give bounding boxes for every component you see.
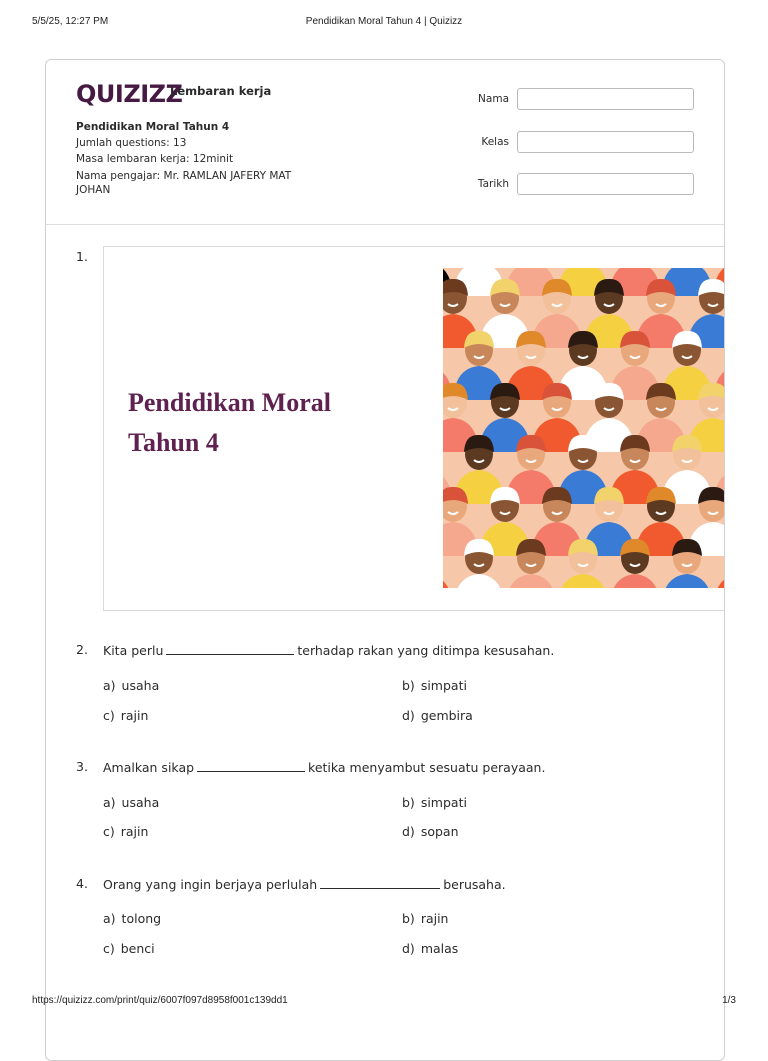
quiz-meta [76, 119, 306, 197]
worksheet-header [46, 60, 724, 225]
banner-title [128, 383, 331, 463]
question-4-number: 4. [76, 876, 88, 891]
class-field[interactable] [517, 131, 694, 153]
question-4-text-after: berusaha. [443, 877, 506, 892]
quiz-title: Pendidikan Moral Tahun 4 [76, 121, 230, 133]
question-2-text [103, 642, 554, 658]
q3-option-c[interactable]: c) rajin [103, 824, 149, 839]
q3-option-d[interactable]: d) sopan [402, 824, 459, 839]
answer-blank [166, 642, 294, 655]
name-label: Nama [478, 93, 509, 105]
print-tab-title: Pendidikan Moral Tahun 4 | Quizizz [305, 16, 463, 27]
print-footer [0, 995, 768, 1009]
banner-title-line-1: Pendidikan Moral [128, 388, 331, 417]
worksheet-duration: Masa lembaran kerja: 12minit [76, 153, 234, 165]
crowd-of-people-illustration [443, 268, 725, 588]
q3-option-b[interactable]: b) simpati [402, 795, 467, 810]
question-3-text-after: ketika menyambut sesuatu perayaan. [308, 760, 546, 775]
answer-blank [197, 759, 305, 772]
q4-option-c[interactable]: c) benci [103, 941, 155, 956]
print-header [0, 16, 768, 30]
answer-blank [320, 876, 440, 889]
q2-option-c[interactable]: c) rajin [103, 708, 149, 723]
print-page-number: 1/3 [722, 995, 736, 1006]
question-4-text-before: Orang yang ingin berjaya perlulah [103, 877, 318, 892]
question-2-text-before: Kita perlu [103, 643, 164, 658]
q4-option-b[interactable]: b) rajin [402, 911, 449, 926]
q4-option-d[interactable]: d) malas [402, 941, 459, 956]
question-count: Jumlah questions: 13 [76, 137, 187, 149]
teacher-name: Nama pengajar: Mr. RAMLAN JAFERY MAT JOHAN [76, 170, 292, 196]
question-3-text [103, 759, 545, 775]
q2-option-a[interactable]: a) usaha [103, 678, 160, 693]
q2-option-b[interactable]: b) simpati [402, 678, 467, 693]
question-1-number: 1. [76, 249, 88, 264]
quizizz-logo: QUIZIZZ [76, 80, 183, 108]
sheet-type-label: Lembaran kerja [170, 84, 272, 98]
q3-option-a[interactable]: a) usaha [103, 795, 160, 810]
question-2-number: 2. [76, 642, 88, 657]
date-field[interactable] [517, 173, 694, 195]
question-2-text-after: terhadap rakan yang ditimpa kesusahan. [297, 643, 555, 658]
print-url: https://quizizz.com/print/quiz/6007f097d8958f001c139dd1 [32, 995, 288, 1006]
worksheet [45, 59, 725, 1061]
name-field[interactable] [517, 88, 694, 110]
question-4-text [103, 876, 506, 892]
q4-option-a[interactable]: a) tolong [103, 911, 162, 926]
print-datetime: 5/5/25, 12:27 PM [32, 16, 109, 27]
question-3-number: 3. [76, 759, 88, 774]
question-1-image [103, 246, 725, 611]
class-label: Kelas [481, 136, 509, 148]
question-3-text-before: Amalkan sikap [103, 760, 195, 775]
q2-option-d[interactable]: d) gembira [402, 708, 473, 723]
banner-title-line-2: Tahun 4 [128, 428, 219, 457]
date-label: Tarikh [477, 178, 509, 190]
